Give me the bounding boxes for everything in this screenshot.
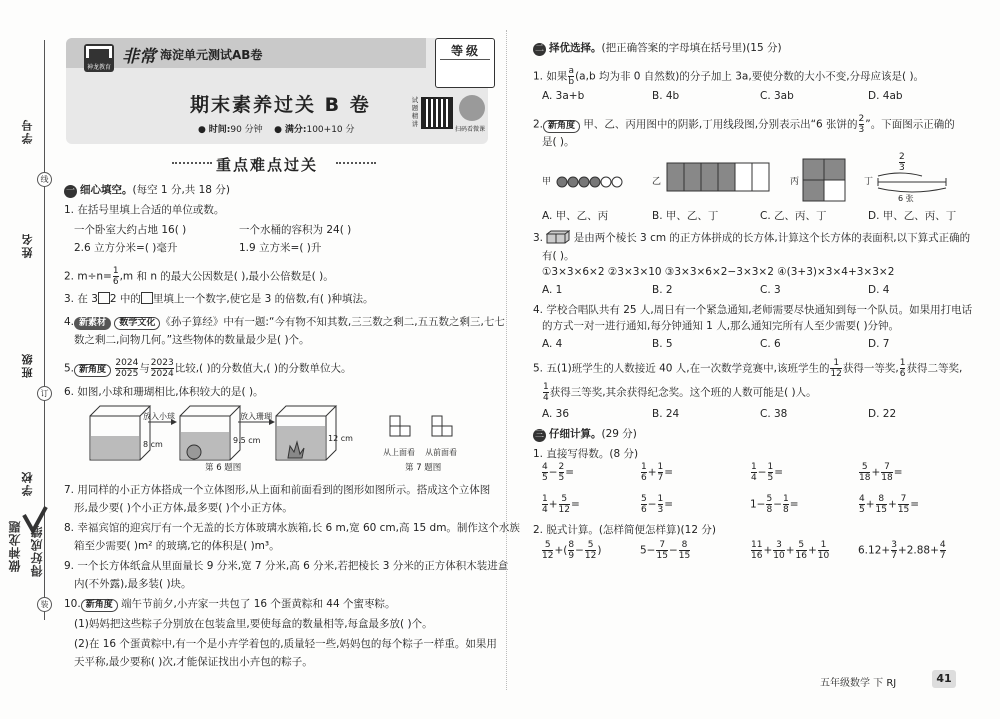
brand-script: 非常 (122, 47, 156, 67)
logo-roof-icon (86, 46, 112, 58)
p2-q4-line2: 的方式一对一进行通知,每分钟通知 1 人,那么通知完所有人至少需要( )分钟。 (542, 320, 900, 332)
p2-q3: 3. 是由两个棱长 3 cm 的正方体拼成的长方体,计算这个长方体的表面积,以下算式正确的 (533, 232, 971, 244)
step-calc-item: $\frac{5}{12}$ +( $\frac{8}{9}$ − $\frac{5}{12}$ ) (542, 540, 602, 561)
fraction: $\frac{1}{4}$ (751, 462, 757, 483)
p1-q1: 1. 在括号里填上合适的单位或数。 (64, 204, 225, 216)
grade-box (435, 38, 495, 88)
p2-q4-opt-b: B. 5 (652, 338, 673, 350)
section-title: 重点难点过关 (216, 156, 319, 174)
p1-q10a: (1)妈妈把这些粽子分别放在包装盒里,要使每盒的数量相等,每盒最多放( )个。 (74, 618, 433, 630)
fraction: $\frac{1}{4}$ (542, 494, 548, 515)
p2-q4: 4. 学校合唱队共有 25 人,周日有一个紧急通知,老师需要尽快通知到每一个队员。如果用打电话 (533, 304, 973, 316)
part3-heading: 三 仔细计算。(29 分) (534, 428, 637, 440)
p2-q2-opt-a: A. 甲、乙、丙 (542, 210, 609, 222)
p2-q3-opt-d: D. 4 (868, 284, 890, 296)
p2-q5: 5. 五(1)班学生的人数接近 40 人,在一次数学竞赛中,该班学生的 $\frac{1}{12}$ 获得一等奖, $\frac{1}{6}$ 获得二等奖, (533, 358, 963, 379)
fraction: $\frac{1}{7}$ (657, 462, 664, 483)
fig6-arrow2: 放入珊瑚 (240, 412, 272, 421)
fraction: $\frac{5}{12}$ (558, 494, 570, 515)
fraction: $\frac{1}{8}$ (783, 494, 789, 515)
p2-q1: 1. 如果 $\frac{a}{b}$ (a,b 均为非 0 自然数)的分子加上 3a,要使分数的大小不变,分母应该是( )。 (533, 66, 925, 87)
fig6-h1: 8 cm (143, 440, 163, 449)
p1-q9-line2: 内(不外露),最多装( )块。 (74, 578, 192, 590)
p2-q4-opt-d: D. 7 (868, 338, 890, 350)
p2-q2-line2: 是( )。 (542, 136, 575, 148)
fraction: $\frac{5}{12}$ (542, 540, 554, 561)
fraction: $\frac{5}{12}$ (584, 540, 597, 561)
p2-q1-opt-b: B. 4b (652, 90, 680, 102)
fraction: $\frac{1}{6}$ (641, 462, 647, 483)
p1-q4-line2: 数之剩二,问物几何。”这些物体的数量最少是( )个。 (74, 334, 310, 346)
exam-meta: ● 时间:90 分钟 ● 满分:100+10 分 (198, 125, 355, 135)
p2-q3-line2: 有( )。 (542, 250, 575, 262)
p2-q3-opt-c: C. 3 (760, 284, 781, 296)
fig7-front-view: 从前面看 (425, 448, 457, 457)
p2-q5-opt-b: B. 24 (652, 408, 680, 420)
ding-fraction: $\frac{2}{3}$ (899, 152, 905, 173)
figure-yi-bars (666, 162, 774, 192)
p1-q5: 5. 新角度 $\frac{2024}{2025}$ 与 $\frac{2023}{2024}$ 比较,( )的分数值大,( )的分数单位大。 (64, 358, 352, 379)
p1-q1a: 一个卧室大约占地 16( ) (74, 224, 187, 236)
direct-calc-item: 1− $\frac{5}{8}$ − $\frac{1}{8}$ = (750, 494, 799, 515)
series-name: 海淀单元测试AB卷 (160, 48, 263, 62)
p1-q10b-line2: 天平称,最少要称( )次,才能保证找出小卉包的粽子。 (74, 656, 313, 668)
fraction: $\frac{5}{18}$ (859, 462, 871, 483)
label-ding: 丁 (864, 177, 874, 187)
direct-calc-item: $\frac{1}{6}$ + $\frac{1}{7}$ = (641, 462, 674, 483)
part1-heading: 一 细心填空。(每空 1 分,共 18 分) (65, 184, 230, 196)
p2-q4-opt-a: A. 4 (542, 338, 563, 350)
step-calc-item: 5− $\frac{7}{15}$ − $\frac{8}{15}$ (640, 540, 691, 561)
fraction: $\frac{11}{16}$ (751, 540, 763, 561)
p2-q5-opt-c: C. 38 (760, 408, 788, 420)
time-value: 90 分钟 (230, 125, 263, 135)
p1-q1c: 2.6 立方分米=( )毫升 (74, 242, 178, 254)
p1-q10: 10. 新角度 端午节前夕,小卉家一共包了 16 个蛋黄粽和 44 个蜜枣粽。 (64, 598, 396, 610)
fraction: $\frac{2}{5}$ (558, 462, 565, 483)
p2-q5-line2: $\frac{1}{4}$ 获得三等奖,其余获得纪念奖。这个班的人数可能是( )人。 (543, 382, 817, 403)
checkmark-icon (22, 505, 48, 535)
fraction: $\frac{7}{15}$ (656, 540, 668, 561)
fraction: $\frac{5}{6}$ (641, 494, 647, 515)
ding-total: 6 张 (898, 194, 914, 203)
p2-q2-opt-b: B. 甲、乙、丁 (652, 210, 719, 222)
page-title: 期末素养过关 B 卷 (190, 94, 371, 116)
student-id-label: 学号 (21, 118, 34, 144)
fraction: $\frac{3}{10}$ (773, 540, 785, 561)
direct-calc-item: $\frac{1}{4}$ + $\frac{5}{12}$ = (542, 494, 580, 515)
p1-q9: 9. 一个长方体纸盒从里面量长 9 分米,宽 7 分米,高 6 分米,若把棱长 3 分米的正方体积木装进盒 (64, 560, 509, 572)
direct-calc-item: $\frac{5}{6}$ − $\frac{1}{3}$ = (641, 494, 674, 515)
fraction: $\frac{3}{7}$ (891, 540, 897, 561)
p1-q6: 6. 如图,小球和珊瑚相比,体积较大的是( )。 (64, 386, 264, 398)
p2-q1-opt-d: D. 4ab (868, 90, 903, 102)
p2-q3-opt-b: B. 2 (652, 284, 673, 296)
margin-circle-xian: 线 (37, 172, 52, 187)
binding-margin (0, 0, 60, 719)
p1-q10b: (2)在 16 个蛋黄粽中,有一个是小卉学着包的,质量轻一些,妈妈包的每个粽子一样重。如果用 (74, 638, 497, 650)
p1-q4: 4. 新素材 数学文化 《孙子算经》中有一题:“今有物不知其数,三三数之剩二,五五数之剩三,七七 (64, 316, 505, 328)
p1-q8: 8. 幸福宾馆的迎宾厅有一个无盖的长方体玻璃水族箱,长 6 m,宽 60 cm,高 15 dm。制作这个水族 (64, 522, 520, 534)
p2-q3-expressions: ①3×3×6×2 ②3×3×10 ③3×3×6×2−3×3×2 ④(3+3)×3×4+3×3×2 (542, 266, 895, 278)
p1-q2: 2. m÷n= $\frac{1}{6}$ ,m 和 n 的最大公因数是( ),最小公倍数是( )。 (64, 266, 334, 287)
page-number: 41 (932, 670, 956, 688)
p1-q1d: 1.9 立方米=( )升 (239, 242, 322, 254)
fraction: $\frac{8}{15}$ (875, 494, 887, 515)
fig6-h2: 9.5 cm (233, 436, 261, 445)
p2-q2: 2. 新角度 甲、乙、丙用图中的阴影,丁用线段图,分别表示出“6 张饼的 $\frac{2}{3}$ ”。下面图示正确的 (533, 114, 955, 135)
p2-q3-opt-a: A. 1 (542, 284, 563, 296)
school-label: 学校 (21, 470, 34, 496)
blank-square[interactable] (98, 292, 110, 304)
p1-q7: 7. 用同样的小正方体搭成一个立体图形,从上面和前面看到的图形如图所示。搭成这个立体图 (64, 484, 491, 496)
p2-q2-opt-d: D. 甲、乙、丙、丁 (868, 210, 957, 222)
margin-circle-zhuang: 装 (37, 597, 52, 612)
label-yi: 乙 (652, 177, 662, 187)
fraction: $\frac{4}{5}$ (542, 462, 548, 483)
mascot-icon (459, 95, 485, 121)
publisher-logo: 神龙教育 (84, 44, 114, 72)
direct-calc-item: $\frac{5}{18}$ + $\frac{7}{18}$ = (859, 462, 903, 483)
grade-label: 等级 (450, 44, 481, 58)
step-calc-item: $\frac{11}{16}$ + $\frac{3}{10}$ + $\frac{5}{16}$ + $\frac{1}{10}$ (751, 540, 830, 561)
slogan-left: 做神龙题 (8, 520, 22, 572)
fraction: $\frac{5}{8}$ (766, 494, 773, 515)
figure-7-views (388, 414, 468, 442)
slogan-right: 得好成绩 (30, 525, 44, 577)
direct-calc-item: $\frac{4}{5}$ + $\frac{8}{15}$ + $\frac{7}{15}$ = (859, 494, 920, 515)
part2-heading: 二 择优选择。(把正确答案的字母填在括号里)(15 分) (534, 42, 782, 54)
fraction: $\frac{5}{16}$ (795, 540, 807, 561)
blank-square[interactable] (141, 292, 153, 304)
fraction: $\frac{7}{18}$ (881, 462, 893, 483)
p3-q2: 2. 脱式计算。(怎样简便怎样算)(12 分) (533, 524, 716, 536)
qr-code-icon[interactable] (421, 97, 453, 129)
fig7-caption: 第 7 题图 (405, 463, 442, 473)
fraction: $\frac{1}{3}$ (657, 494, 664, 515)
fraction: $\frac{4}{5}$ (859, 494, 865, 515)
figure-jia-circles (556, 175, 626, 189)
mascot-caption: 扫码看微课 (455, 126, 486, 133)
fraction: $\frac{8}{15}$ (678, 540, 691, 561)
fraction: $\frac{1}{5}$ (767, 462, 774, 483)
class-label: 班级 (21, 352, 34, 378)
score-value: 100+10 分 (306, 125, 355, 135)
p2-q1-opt-a: A. 3a+b (542, 90, 585, 102)
qr-side-text: 试题精讲 (411, 96, 419, 128)
p1-q1b: 一个水桶的容积为 24( ) (239, 224, 352, 236)
label-bing: 丙 (790, 177, 800, 187)
cuboid-icon (546, 230, 570, 244)
p3-q1: 1. 直接写得数。(8 分) (533, 448, 639, 460)
score-icon: ● (274, 125, 282, 135)
fig6-arrow1: 放入小球 (143, 412, 175, 421)
fraction: $\frac{8}{9}$ (568, 540, 575, 561)
fraction: $\frac{7}{15}$ (897, 494, 910, 515)
step-calc-item: 6.12+ $\frac{3}{7}$ +2.88+ $\frac{4}{7}$ (858, 540, 946, 561)
p2-q2-opt-c: C. 乙、丙、丁 (760, 210, 827, 222)
p1-q7-line2: 形,最少要( )个小正方体,最多要( )个小正方体。 (74, 502, 293, 514)
direct-calc-item: $\frac{4}{5}$ − $\frac{2}{5}$ = (542, 462, 575, 483)
fraction: $\frac{4}{7}$ (939, 540, 946, 561)
p2-q5-opt-d: D. 22 (868, 408, 897, 420)
fig6-caption: 第 6 题图 (205, 463, 242, 473)
direct-calc-item: $\frac{1}{4}$ − $\frac{1}{5}$ = (751, 462, 784, 483)
fig6-h3: 12 cm (328, 434, 353, 443)
p2-q5-opt-a: A. 36 (542, 408, 570, 420)
clock-icon: ● (198, 125, 206, 135)
figure-bing-grid (802, 158, 846, 202)
footer-text: 五年级数学 下 RJ (820, 678, 897, 689)
fig7-top-view: 从上面看 (383, 448, 415, 457)
margin-circle-ding: 订 (37, 386, 52, 401)
name-label: 姓名 (21, 232, 34, 258)
label-jia: 甲 (542, 177, 552, 187)
p1-q3: 3. 在 3 2 中的 里填上一个数字,使它是 3 的倍数,有( )种填法。 (64, 293, 374, 305)
p1-q8-line2: 箱至少需要( )m² 的玻璃,它的体积是( )m³。 (74, 540, 280, 552)
fraction: $\frac{1}{10}$ (817, 540, 830, 561)
p2-q4-opt-c: C. 6 (760, 338, 781, 350)
p2-q1-opt-c: C. 3ab (760, 90, 794, 102)
